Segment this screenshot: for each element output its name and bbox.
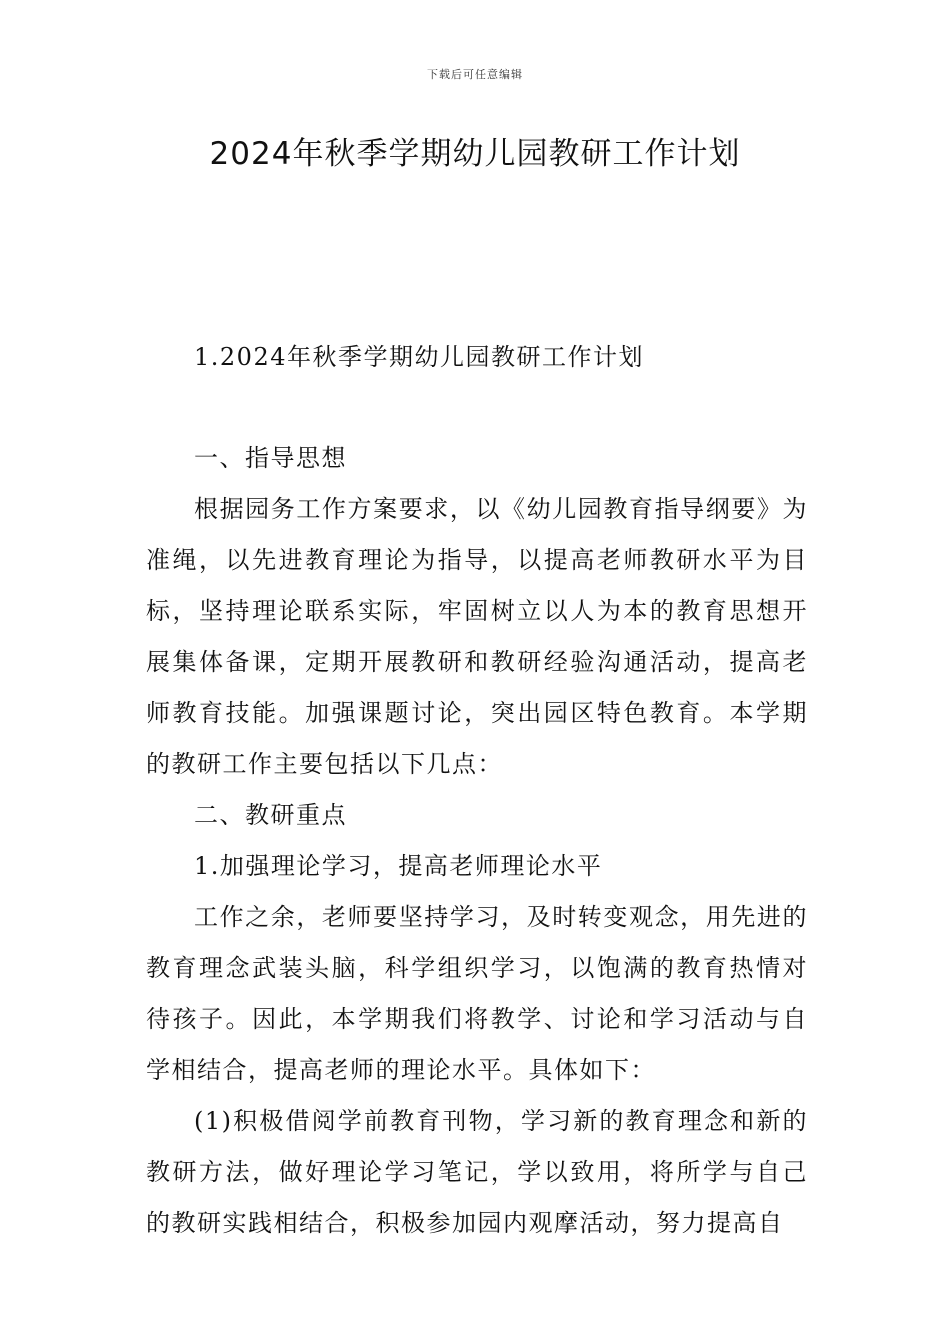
paragraph-theory-study: 工作之余，老师要坚持学习，及时转变观念，用先进的教育理念武装头脑，科学组织学习，以饱满的教育热情对待孩子。因此，本学期我们将教学、讨论和学习活动与自学相结合，提高老师的理论水平。具体如下： [146,903,808,1084]
section-item-title: 1.2024年秋季学期幼儿园教研工作计划 [194,343,644,371]
paragraph-guiding-thought: 根据园务工作方案要求，以《幼儿园教育指导纲要》为准绳，以先进教育理论为指导，以提高老师教研水平为目标，坚持理论联系实际，牢固树立以人为本的教育思想开展集体备课，定期开展教研和教研经验沟通活动，提高老师教育技能。加强课题讨论，突出园区特色教育。本学期的教研工作主要包括以下几点： [146,495,808,778]
document-title: 2024年秋季学期幼儿园教研工作计划 [209,136,741,172]
heading-research-focus: 二、教研重点 [194,801,347,829]
subheading-theory-study: 1.加强理论学习，提高老师理论水平 [194,852,603,880]
header-note: 下载后可任意编辑 [427,68,523,81]
document-body [146,332,808,1249]
heading-guiding-thought: 一、指导思想 [194,444,347,472]
paragraph-item-1: (1)积极借阅学前教育刊物，学习新的教育理念和新的教研方法，做好理论学习笔记，学以致用，将所学与自己的教研实践相结合，积极参加园内观摩活动，努力提高自 [146,1107,808,1237]
